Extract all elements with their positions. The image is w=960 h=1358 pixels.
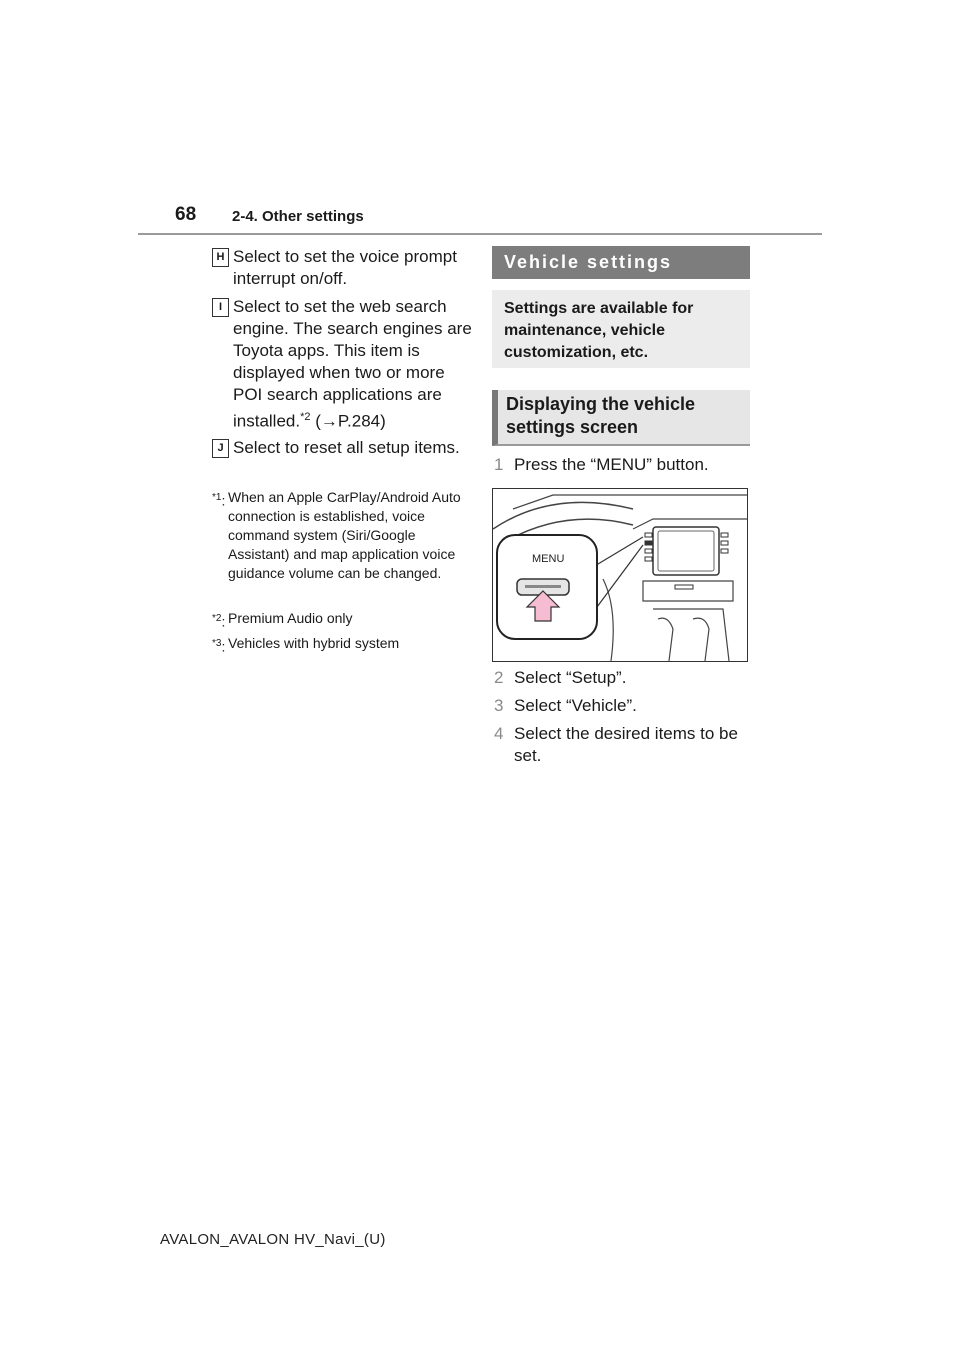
menu-side-button — [645, 541, 652, 545]
step-number: 3 — [494, 696, 504, 715]
page-reference: (→P.284) — [310, 411, 386, 431]
list-item-j — [212, 437, 472, 459]
item-text — [233, 296, 472, 433]
step-3 — [494, 695, 754, 717]
header-divider — [138, 233, 822, 235]
callout-line-lower — [597, 545, 643, 607]
menu-label-glyph: MENU — [532, 553, 565, 565]
side-button — [721, 533, 728, 537]
footnote-mark: *2 — [212, 613, 222, 624]
center-display — [653, 527, 719, 575]
page-footer: AVALON_AVALON HV_Navi_(U) — [160, 1231, 386, 1248]
callout-line-upper — [593, 537, 643, 567]
step-1 — [494, 454, 754, 476]
footnote-mark: *1 — [212, 492, 222, 503]
cupholder-left — [658, 618, 673, 661]
step-number: 4 — [494, 724, 504, 743]
list-item-i — [212, 296, 472, 433]
key-badge-i: I — [212, 298, 229, 317]
footnote-1: $^{*1}$: When an Apple CarPlay/Android Auto connection is established, voice command system (Siri/Google Assistant) and map application voice guidance volume can be changed. — [212, 488, 472, 583]
side-button — [721, 541, 728, 545]
climate-control — [675, 585, 693, 589]
subheading-box: Displaying the vehicle settings screen — [492, 390, 750, 446]
list-item-h — [212, 246, 472, 290]
side-button — [645, 533, 652, 537]
intro-box: Settings are available for maintenance, vehicle customization, etc. — [492, 290, 750, 368]
side-button — [645, 549, 652, 553]
menu-button-slit — [525, 585, 561, 588]
item-text: Select to reset all setup items. — [233, 438, 460, 457]
cupholder-right — [693, 618, 709, 661]
step-text: Press the “MENU” button. — [514, 455, 709, 474]
side-button — [645, 557, 652, 561]
step-4 — [494, 723, 754, 767]
footnote-text: Premium Audio only — [228, 610, 353, 626]
display-screen — [658, 531, 714, 571]
step-2 — [494, 667, 754, 689]
section-title: 2-4. Other settings — [232, 208, 364, 225]
steering-arc — [493, 502, 633, 529]
footnote-3: $^{*3}$: Vehicles with hybrid system — [212, 634, 472, 653]
side-button — [721, 549, 728, 553]
climate-panel — [643, 581, 733, 601]
step-text: Select “Setup”. — [514, 668, 627, 687]
page-number: 68 — [175, 204, 197, 225]
menu-button-illustration — [492, 488, 748, 662]
footnote-text: Vehicles with hybrid system — [228, 635, 400, 651]
key-badge-j: J — [212, 439, 229, 458]
key-badge-h: H — [212, 248, 229, 267]
footnote-mark: *3 — [212, 638, 222, 649]
section-banner: Vehicle settings — [492, 246, 750, 279]
step-number: 1 — [494, 455, 504, 474]
step-text: Select the desired items to be set. — [514, 724, 738, 765]
dash-top — [513, 495, 747, 509]
console-edge — [653, 609, 729, 661]
item-text: Select to set the voice prompt interrupt on/off. — [233, 247, 457, 288]
item-text-main: Select to set the web search engine. The search engines are Toyota apps. This item is displayed when two or more POI search applications are installed. — [233, 297, 472, 431]
footnote-2: $^{*2}$: Premium Audio only — [212, 609, 472, 628]
step-text: Select “Vehicle”. — [514, 696, 637, 715]
footnote-ref: *2 — [300, 411, 311, 423]
footnote-text: When an Apple CarPlay/Android Auto connection is established, voice command system (Siri/Google Assistant) and map application voice guidance volume can be changed. — [228, 489, 461, 581]
dashboard-drawing — [493, 489, 747, 661]
step-number: 2 — [494, 668, 504, 687]
